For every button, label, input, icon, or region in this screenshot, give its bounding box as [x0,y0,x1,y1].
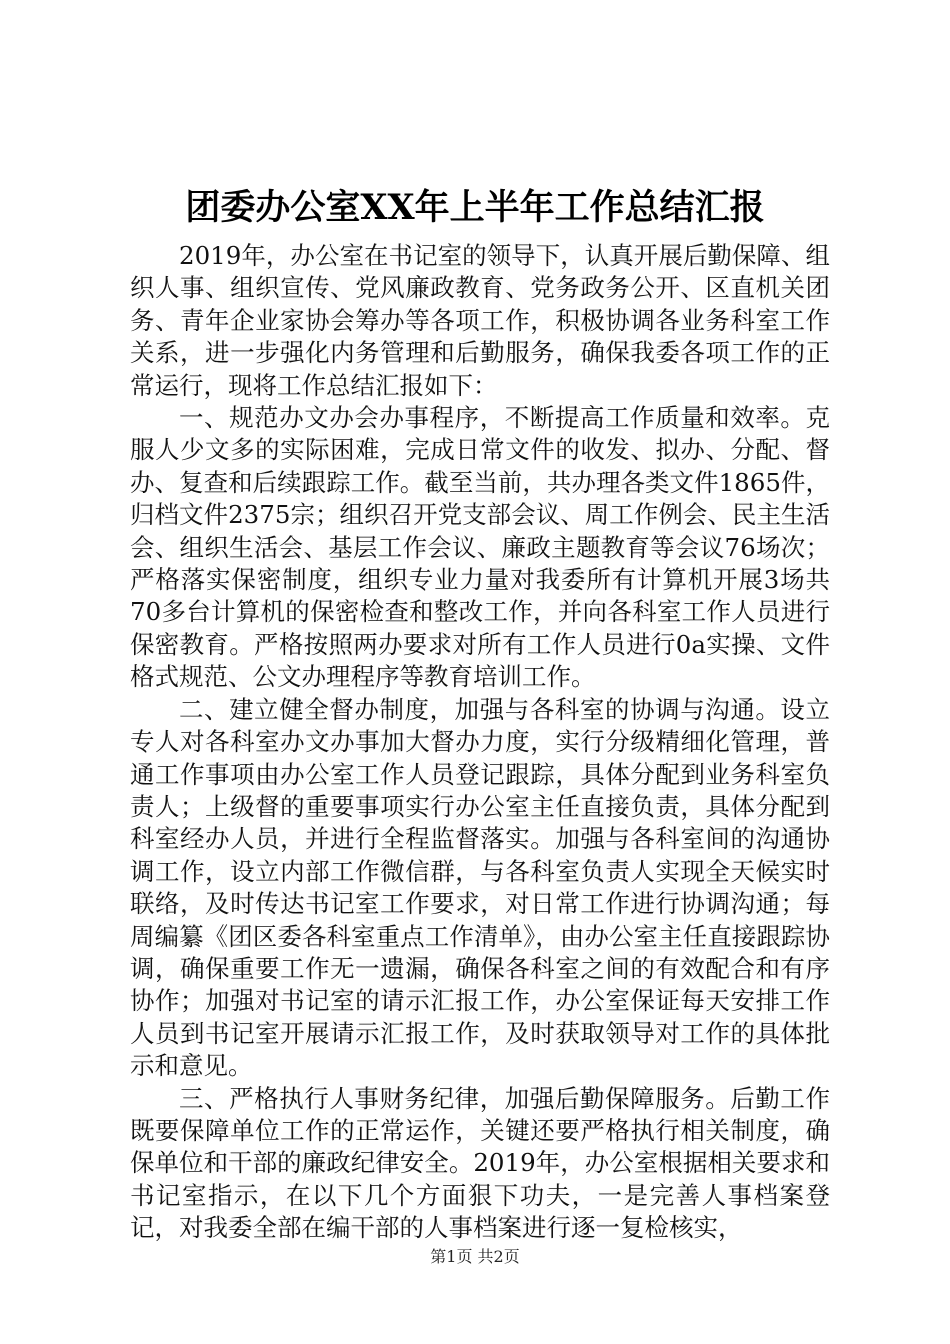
paragraph-section-3: 三、严格执行人事财务纪律，加强后勤保障服务。后勤工作既要保障单位工作的正常运作，关键还要严格执行相关制度，确保单位和干部的廉政纪律安全。2019年，办公室根据相关要求和书记室指示，在以下几个方面狠下功夫，一是完善人事档案登记，对我委全部在编干部的人事档案进行逐一复检核实， [130,1083,830,1243]
document-body [130,240,830,1245]
document-title: 团委办公室XX年上半年工作总结汇报 [185,187,765,228]
page-number-footer: 第1页 共2页 [430,1247,520,1266]
paragraph-section-2: 二、建立健全督办制度，加强与各科室的协调与沟通。设立专人对各科室办文办事加大督办力度，实行分级精细化管理，普通工作事项由办公室工作人员登记跟踪，具体分配到业务科室负责人；上级督的重要事项实行办公室主任直接负责，具体分配到科室经办人员，并进行全程监督落实。加强与各科室间的沟通协调工作，设立内部工作微信群，与各科室负责人实现全天候实时联络，及时传达书记室工作要求，对日常工作进行协调沟通；每周编纂《团区委各科室重点工作清单》，由办公室主任直接跟踪协调，确保重要工作无一遗漏，确保各科室之间的有效配合和有序协作；加强对书记室的请示汇报工作，办公室保证每天安排工作人员到书记室开展请示汇报工作，及时获取领导对工作的具体批示和意见。 [130,694,830,1081]
paragraph-intro: 2019年，办公室在书记室的领导下，认真开展后勤保障、组织人事、组织宣传、党风廉政教育、党务政务公开、区直机关团务、青年企业家协会筹办等各项工作，积极协调各业务科室工作关系，进一步强化内务管理和后勤服务，确保我委各项工作的正常运行，现将工作总结汇报如下： [130,241,830,400]
paragraph-section-1: 一、规范办文办会办事程序，不断提高工作质量和效率。克服人少文多的实际困难，完成日常文件的收发、拟办、分配、督办、复查和后续跟踪工作。截至当前，共办理各类文件1865件，归档文件2375宗；组织召开党支部会议、周工作例会、民主生活会、组织生活会、基层工作会议、廉政主题教育等会议76场次；严格落实保密制度，组织专业力量对我委所有计算机开展3场共70多台计算机的保密检查和整改工作，并向各科室工作人员进行保密教育。严格按照两办要求对所有工作人员进行0a实操、文件格式规范、公文办理程序等教育培训工作。 [130,403,830,692]
